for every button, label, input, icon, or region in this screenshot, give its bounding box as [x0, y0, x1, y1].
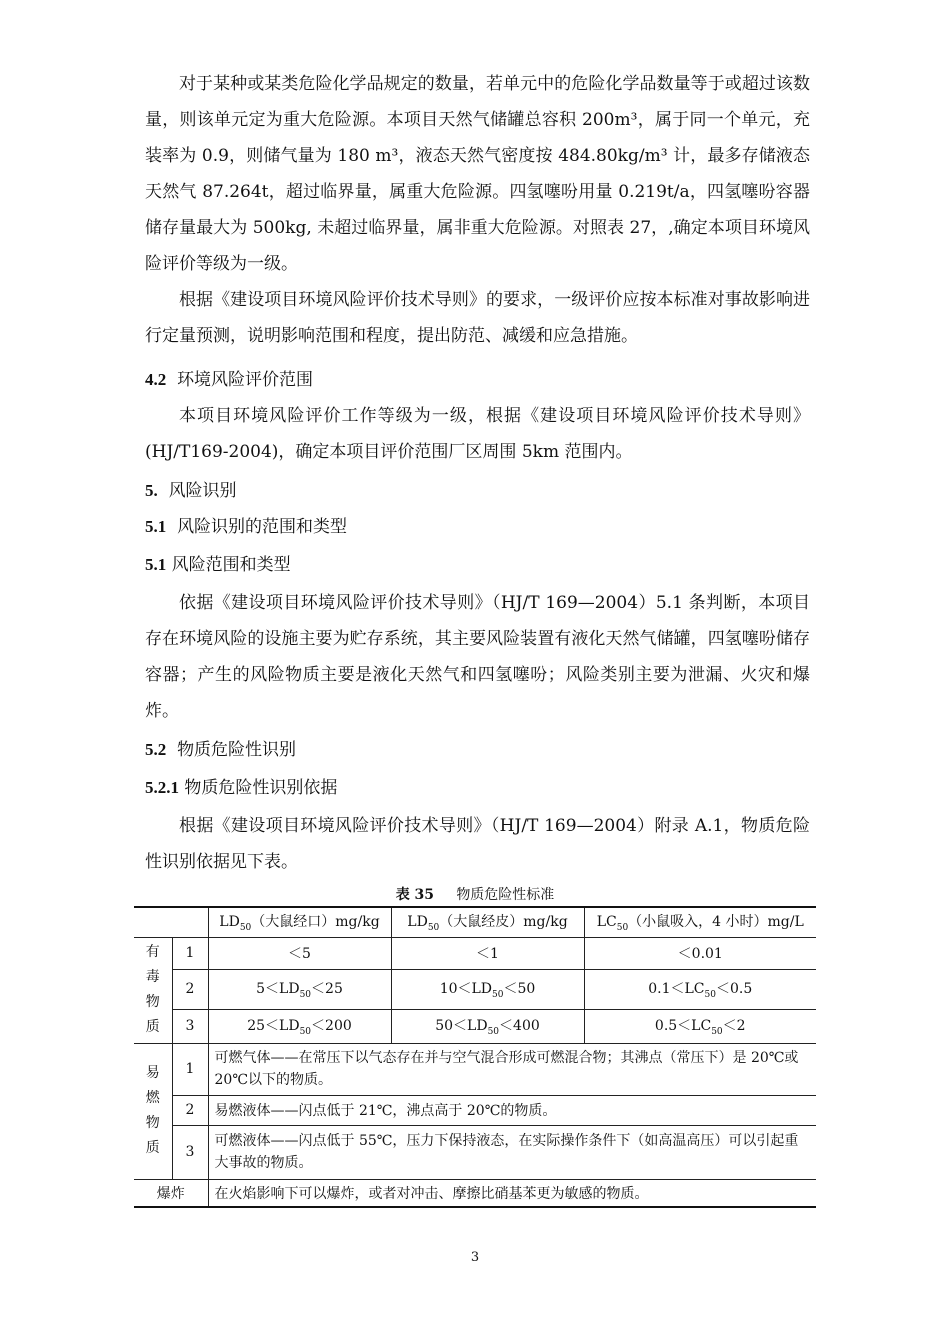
heading-5-2-1	[145, 770, 337, 806]
table-cell: ＜0.01	[584, 937, 816, 969]
heading-number: 5.1	[145, 555, 167, 574]
heading-text: 环境风险评价范围	[177, 370, 314, 390]
heading-number: 5.2.1	[145, 778, 179, 797]
heading-number: 5.2	[145, 740, 167, 759]
paragraph-evaluation-requirement: 根据《建设项目环境风险评价技术导则》的要求，一级评价应按本标准对事故影响进行定量预测，说明影响范围和程度，提出防范、减缓和应急措施。	[145, 290, 810, 346]
heading-number: 5.	[145, 481, 158, 500]
table-cell: 可燃气体——在常压下以气态存在并与空气混合形成可燃混合物；其沸点（常压下）是 20℃或 20℃以下的物质。	[208, 1043, 816, 1095]
table-cell: 可燃液体——闪点低于 55℃，压力下保持液态，在实际操作条件下（如高温高压）可以引起重大事故的物质。	[208, 1125, 816, 1179]
hazard-criteria-table	[134, 906, 816, 1208]
heading-text: 风险范围和类型	[171, 555, 291, 575]
header-empty-cell	[134, 907, 208, 937]
table-header-row	[134, 907, 816, 937]
heading-5-1-b	[145, 547, 291, 583]
table-cell: $0.1<LC_{50}<0.5$	[584, 969, 816, 1009]
table-cell: ＜1	[391, 937, 584, 969]
row-number: 2	[172, 1095, 208, 1125]
table-row	[134, 1095, 816, 1125]
heading-5	[145, 473, 237, 509]
table-row	[134, 1043, 816, 1095]
table-cell: $50<LD_{50}<400$	[391, 1009, 584, 1043]
table-row	[134, 937, 816, 969]
heading-number: 5.1	[145, 517, 167, 536]
heading-text: 风险识别	[168, 481, 237, 501]
heading-text: 风险识别的范围和类型	[177, 517, 348, 537]
table-row	[134, 1009, 816, 1043]
paragraph-risk-type: 依据《建设项目环境风险评价技术导则》（HJ/T 169—2004）5.1 条判断，本项目存在环境风险的设施主要为贮存系统，其主要风险装置有液化天然气储罐，四氢噻吩储存容器；产生的风险物质主要是液化天然气和四氢噻吩；风险类别主要为泄漏、火灾和爆炸。	[145, 593, 810, 721]
table-cell: 在火焰影响下可以爆炸，或者对冲击、摩擦比硝基苯更为敏感的物质。	[208, 1179, 816, 1207]
table-caption-number: 表 35	[395, 887, 435, 903]
paragraph-major-hazard: 对于某种或某类危险化学品规定的数量，若单元中的危险化学品数量等于或超过该数量，则该单元定为重大危险源。本项目天然气储罐总容积 200m³，属于同一个单元，充装率为 0.9，则储气量为 180 m³，液态天然气密度按 484.80kg/m³ 计，最多存储液态天然气 87.264t，超过临界量，属重大危险源。四氢噻吩用量 0.219t/a，四氢噻吩容器储存量最大为 500kg, 未超过临界量，属非重大危险源。对照表 27，,确定本项目环境风险评价等级为一级。	[145, 74, 810, 274]
table-cell: $25<LD_{50}<200$	[208, 1009, 391, 1043]
paragraph-table-intro: 根据《建设项目环境风险评价技术导则》（HJ/T 169—2004）附录 A.1，物质危险性识别依据见下表。	[145, 816, 810, 872]
table-caption	[0, 884, 950, 906]
heading-number: 4.2	[145, 370, 167, 389]
row-number: 1	[172, 937, 208, 969]
table-row	[134, 1179, 816, 1207]
heading-4-2	[145, 362, 313, 398]
table-caption-text: 物质危险性标准	[456, 887, 555, 903]
table-cell: 易燃液体——闪点低于 21℃，沸点高于 20℃的物质。	[208, 1095, 816, 1125]
header-ld50-oral: $LD_{50}$（大鼠经口）mg/kg	[208, 907, 391, 937]
table-row	[134, 969, 816, 1009]
group-label-flammable: 易燃物质	[134, 1043, 172, 1179]
table-cell: $5<LD_{50}<25$	[208, 969, 391, 1009]
heading-text: 物质危险性识别依据	[184, 778, 338, 798]
table-cell: ＜5	[208, 937, 391, 969]
row-number: 3	[172, 1009, 208, 1043]
heading-text: 物质危险性识别	[177, 740, 297, 760]
table-row	[134, 1125, 816, 1179]
heading-5-2	[145, 732, 296, 768]
row-number: 3	[172, 1125, 208, 1179]
row-number: 2	[172, 969, 208, 1009]
page-number: 3	[470, 1250, 480, 1265]
row-number: 1	[172, 1043, 208, 1095]
table-cell: $0.5<LC_{50}<2$	[584, 1009, 816, 1043]
heading-5-1-a	[145, 509, 347, 545]
header-lc50-inhalation: $LC_{50}$（小鼠吸入，4 小时）mg/L	[584, 907, 816, 937]
group-label-toxic: 有毒物质	[134, 937, 172, 1043]
table-cell: $10<LD_{50}<50$	[391, 969, 584, 1009]
group-label-explosive: 爆炸	[134, 1179, 208, 1207]
header-ld50-dermal: $LD_{50}$（大鼠经皮）mg/kg	[391, 907, 584, 937]
paragraph-evaluation-scope: 本项目环境风险评价工作等级为一级，根据《建设项目环境风险评价技术导则》(HJ/T169-2004)，确定本项目评价范围厂区周围 5km 范围内。	[145, 406, 810, 462]
